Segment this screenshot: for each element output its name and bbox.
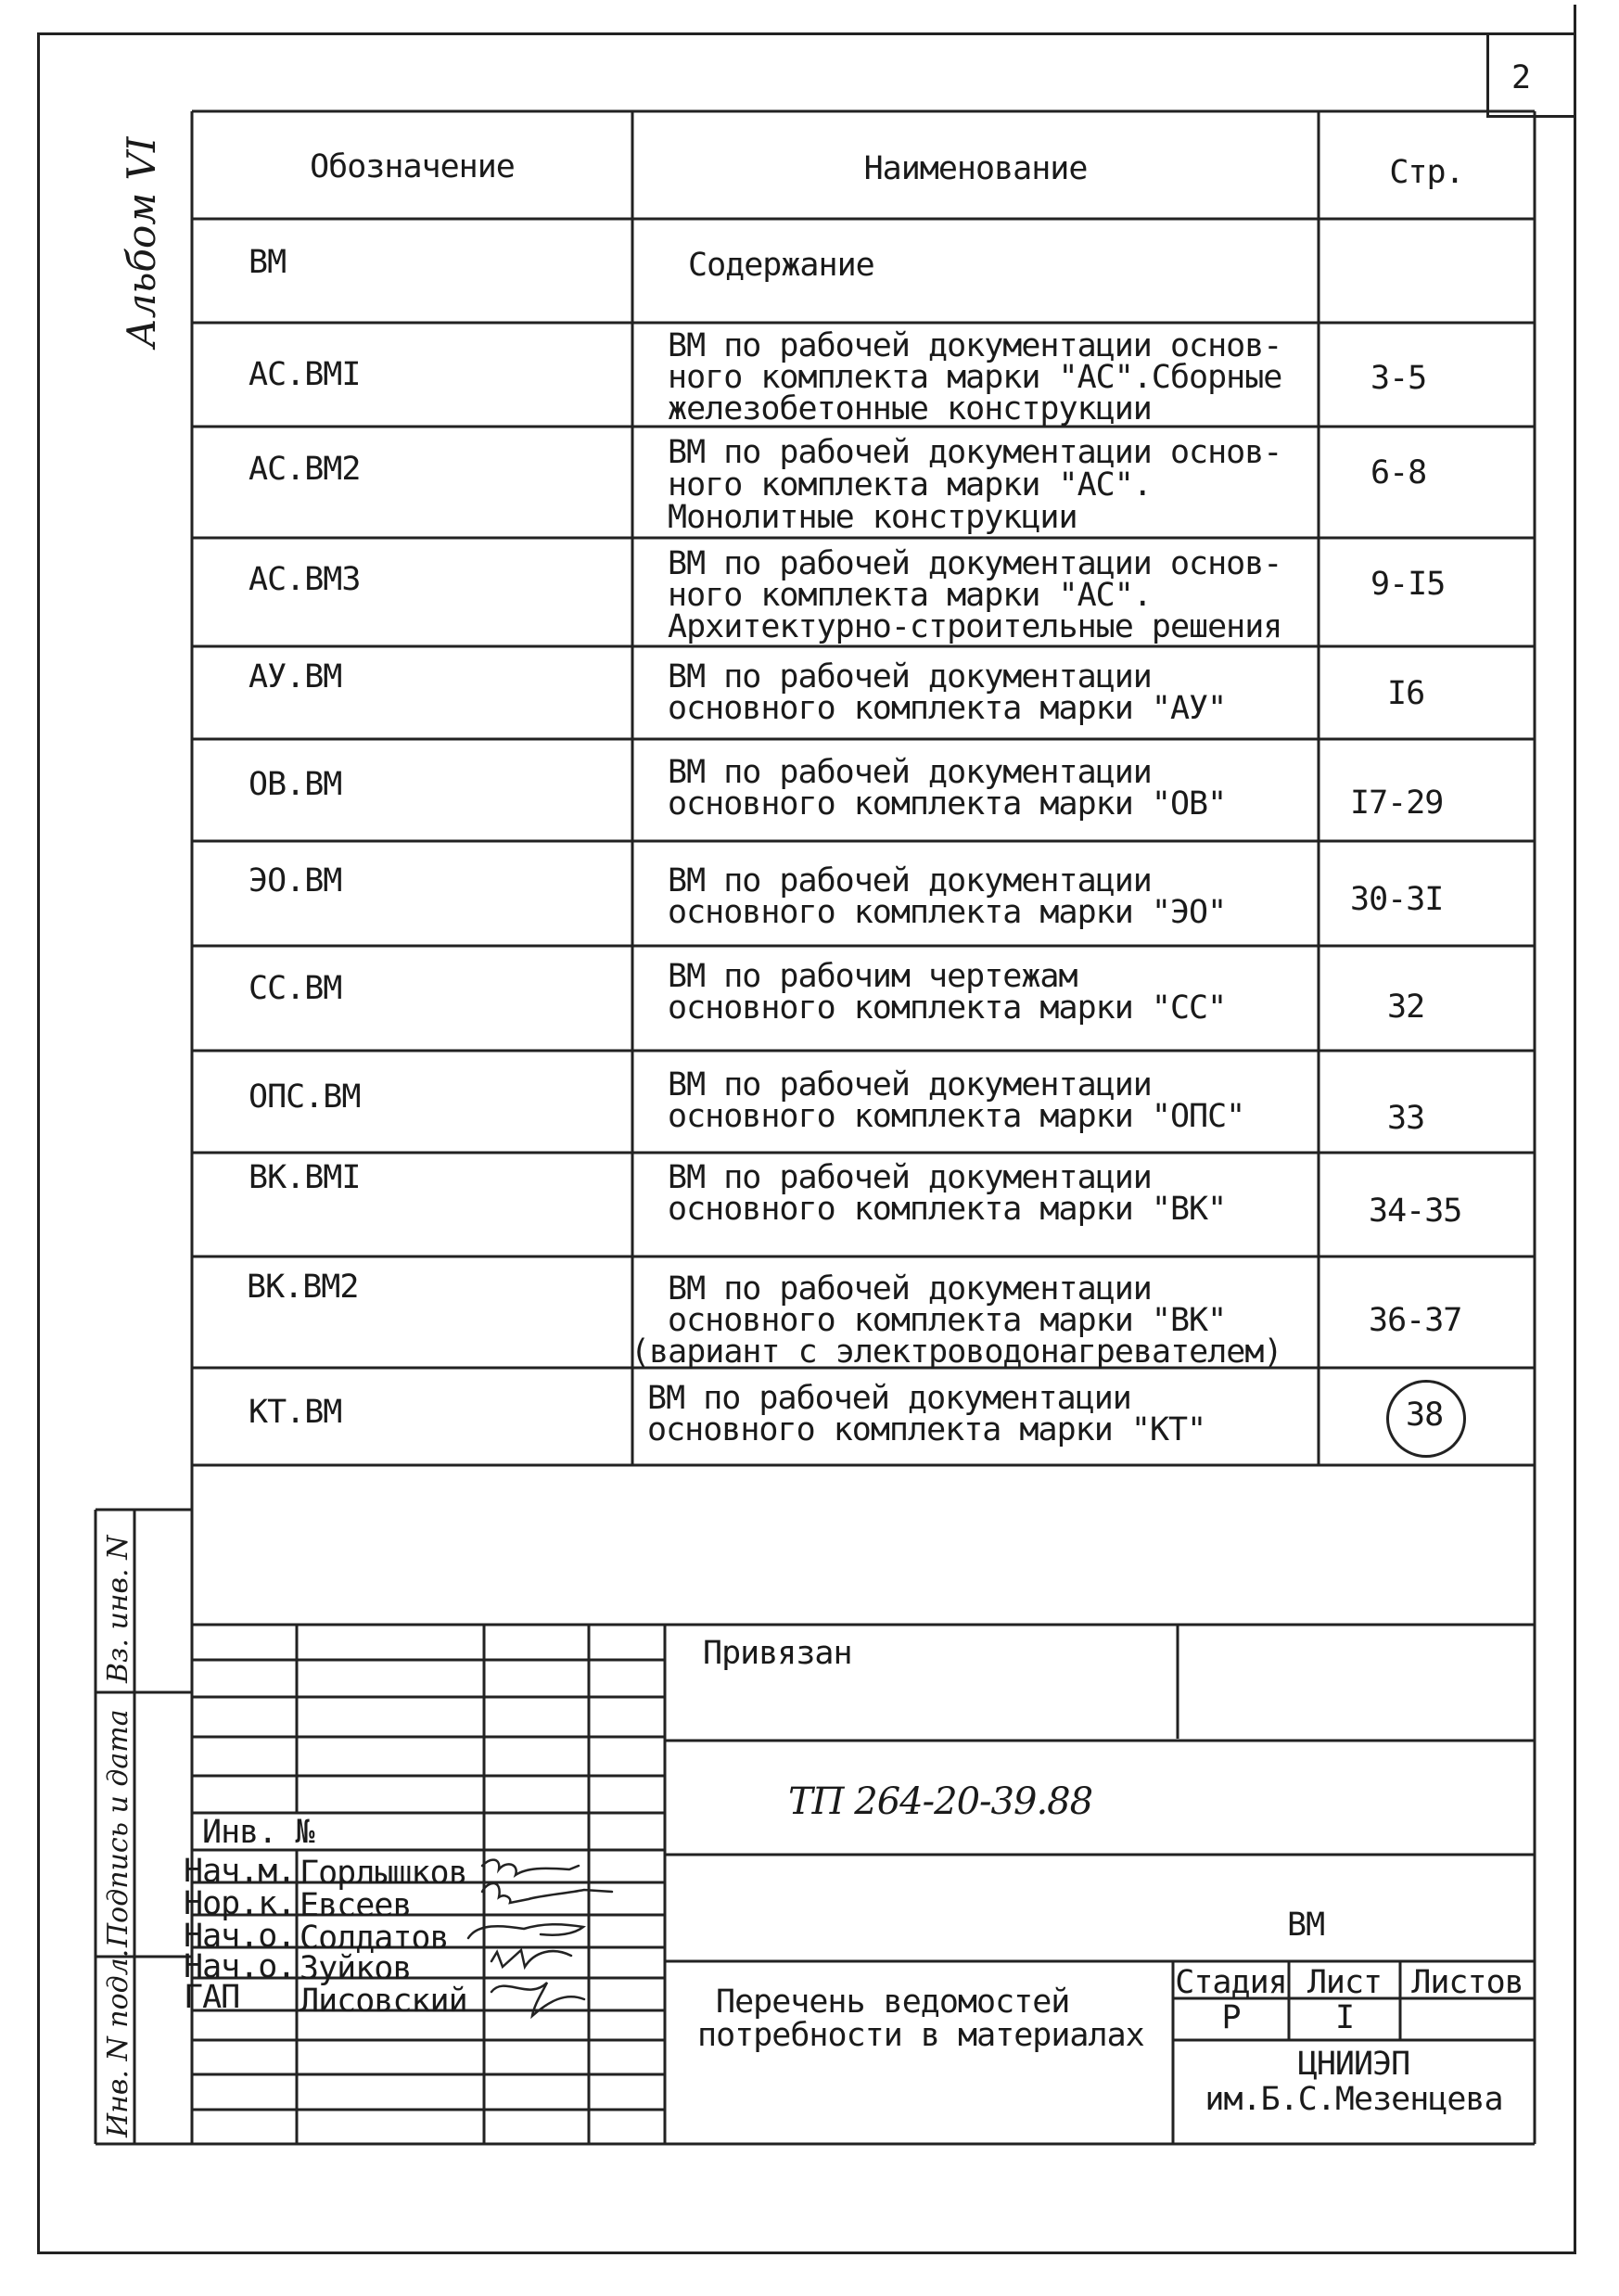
side-label-inv-podl: Инв. N подл. xyxy=(102,1948,134,2137)
row-name-line: железобетонные конструкции xyxy=(668,390,1152,427)
header-designation: Обозначение xyxy=(310,148,515,185)
privyazan-label: Привязан xyxy=(703,1635,852,1672)
row-designation: ЭО.ВМ xyxy=(249,862,342,899)
mark-label: ВМ xyxy=(1287,1907,1325,1944)
row-name-line: ВМ по рабочей документации xyxy=(668,658,1152,695)
sheet-label: Лист xyxy=(1307,1964,1383,2001)
row-name-line: основного комплекта марки "АУ" xyxy=(668,690,1227,727)
row-designation: СС.ВМ xyxy=(249,970,342,1007)
row-name-line: основного комплекта марки "СС" xyxy=(668,989,1227,1027)
header-page: Стр. xyxy=(1389,154,1464,191)
album-label: Альбом VI xyxy=(119,136,164,348)
row-name-line: основного комплекта марки "ВК" xyxy=(668,1302,1227,1339)
row-designation: ОВ.ВМ xyxy=(249,766,342,803)
side-label-vz-inv: Вз. инв. N xyxy=(102,1535,134,1683)
row-page: 33 xyxy=(1387,1100,1425,1137)
signatory-name: Зуйков xyxy=(300,1950,412,1987)
row-page: I7-29 xyxy=(1350,784,1444,822)
row-name-line: ВМ по рабочей документации xyxy=(668,1270,1152,1307)
row-name-line: ВМ по рабочей документации xyxy=(668,1066,1152,1103)
row-name-line: Архитектурно-строительные решения xyxy=(668,608,1282,645)
signatory-role: Нач.м. xyxy=(184,1853,296,1890)
row-designation: ВК.ВМI xyxy=(249,1159,361,1196)
row-name-line: Монолитные конструкции xyxy=(668,499,1077,536)
row-name-line: ного комплекта марки "АС".Сборные xyxy=(668,359,1282,396)
signatory-role: Нач.о. xyxy=(184,1918,296,1955)
header-name: Наименование xyxy=(863,150,1088,187)
title-line: Перечень ведомостей xyxy=(716,1983,1070,2021)
row-name-line: ВМ по рабочей документации xyxy=(668,862,1152,899)
organization-line: ЦНИИЭП xyxy=(1297,2046,1410,2083)
inv-label: Инв. № xyxy=(202,1814,314,1851)
row-name-line: ного комплекта марки "АС". xyxy=(668,466,1152,504)
row-page: 30-3I xyxy=(1350,881,1444,918)
row-name-line: основного комплекта марки "ВК" xyxy=(668,1191,1227,1228)
signatory-role: Нач.о. xyxy=(184,1948,296,1985)
row-name-line: ВМ по рабочим чертежам xyxy=(668,958,1077,995)
signatory-name: Солдатов xyxy=(300,1920,449,1957)
organization-line: им.Б.С.Мезенцева xyxy=(1205,2081,1503,2118)
row-name-line: основного комплекта марки "ЭО" xyxy=(668,894,1227,931)
page-number: 2 xyxy=(1511,59,1531,96)
signatory-role: ГАП xyxy=(184,1979,240,2016)
row-name-line: ВМ по рабочей документации xyxy=(668,1159,1152,1196)
sheet-value: I xyxy=(1334,1999,1355,2036)
row-page: 38 xyxy=(1406,1397,1444,1434)
row-name-line: ВМ по рабочей документации основ- xyxy=(668,545,1282,582)
row-page: 32 xyxy=(1387,989,1425,1026)
row-designation: АУ.ВМ xyxy=(249,658,342,695)
row-name-line: ного комплекта марки "АС". xyxy=(668,577,1152,614)
row-name-line: Содержание xyxy=(688,247,874,284)
row-page: 3-5 xyxy=(1370,360,1427,397)
signatory-name: Лисовский xyxy=(300,1983,467,2020)
row-designation: ВМ xyxy=(249,244,287,281)
stage-label: Стадия xyxy=(1175,1964,1287,2001)
signatory-role: Нор.к. xyxy=(184,1885,296,1922)
signatory-name: Евсеев xyxy=(300,1887,412,1924)
row-name-line: основного комплекта марки "ОВ" xyxy=(668,785,1227,823)
row-designation: АС.ВМI xyxy=(249,356,361,393)
row-name-line: ВМ по рабочей документации основ- xyxy=(668,327,1282,364)
row-designation: АС.ВМ3 xyxy=(249,561,361,598)
row-page: 36-37 xyxy=(1369,1302,1462,1339)
row-name-line: основного комплекта марки "ОПС" xyxy=(668,1098,1245,1135)
row-page: 34-35 xyxy=(1369,1193,1462,1230)
side-label-podpis: Подпись и дата xyxy=(102,1709,134,1947)
row-designation: АС.ВМ2 xyxy=(249,451,361,488)
sheets-label: Листов xyxy=(1411,1964,1523,2001)
row-designation: КТ.ВМ xyxy=(249,1394,342,1431)
row-designation: ОПС.ВМ xyxy=(249,1078,361,1116)
signatory-name: Горлышков xyxy=(300,1855,467,1892)
row-designation: ВК.ВМ2 xyxy=(247,1269,359,1306)
row-name-line: ВМ по рабочей документации xyxy=(668,754,1152,791)
document-code: ТП 264-20-39.88 xyxy=(788,1780,1093,1823)
row-name-line: основного комплекта марки "КТ" xyxy=(647,1411,1206,1448)
row-name-line: (вариант с электроводонагревателем) xyxy=(631,1333,1282,1371)
row-page: 6-8 xyxy=(1370,454,1427,491)
row-page: I6 xyxy=(1387,675,1425,712)
row-page: 9-I5 xyxy=(1370,566,1446,603)
row-name-line: ВМ по рабочей документации xyxy=(647,1380,1131,1417)
row-name-line: ВМ по рабочей документации основ- xyxy=(668,434,1282,471)
title-line: потребности в материалах xyxy=(697,2017,1144,2054)
stage-value: Р xyxy=(1221,1999,1241,2036)
